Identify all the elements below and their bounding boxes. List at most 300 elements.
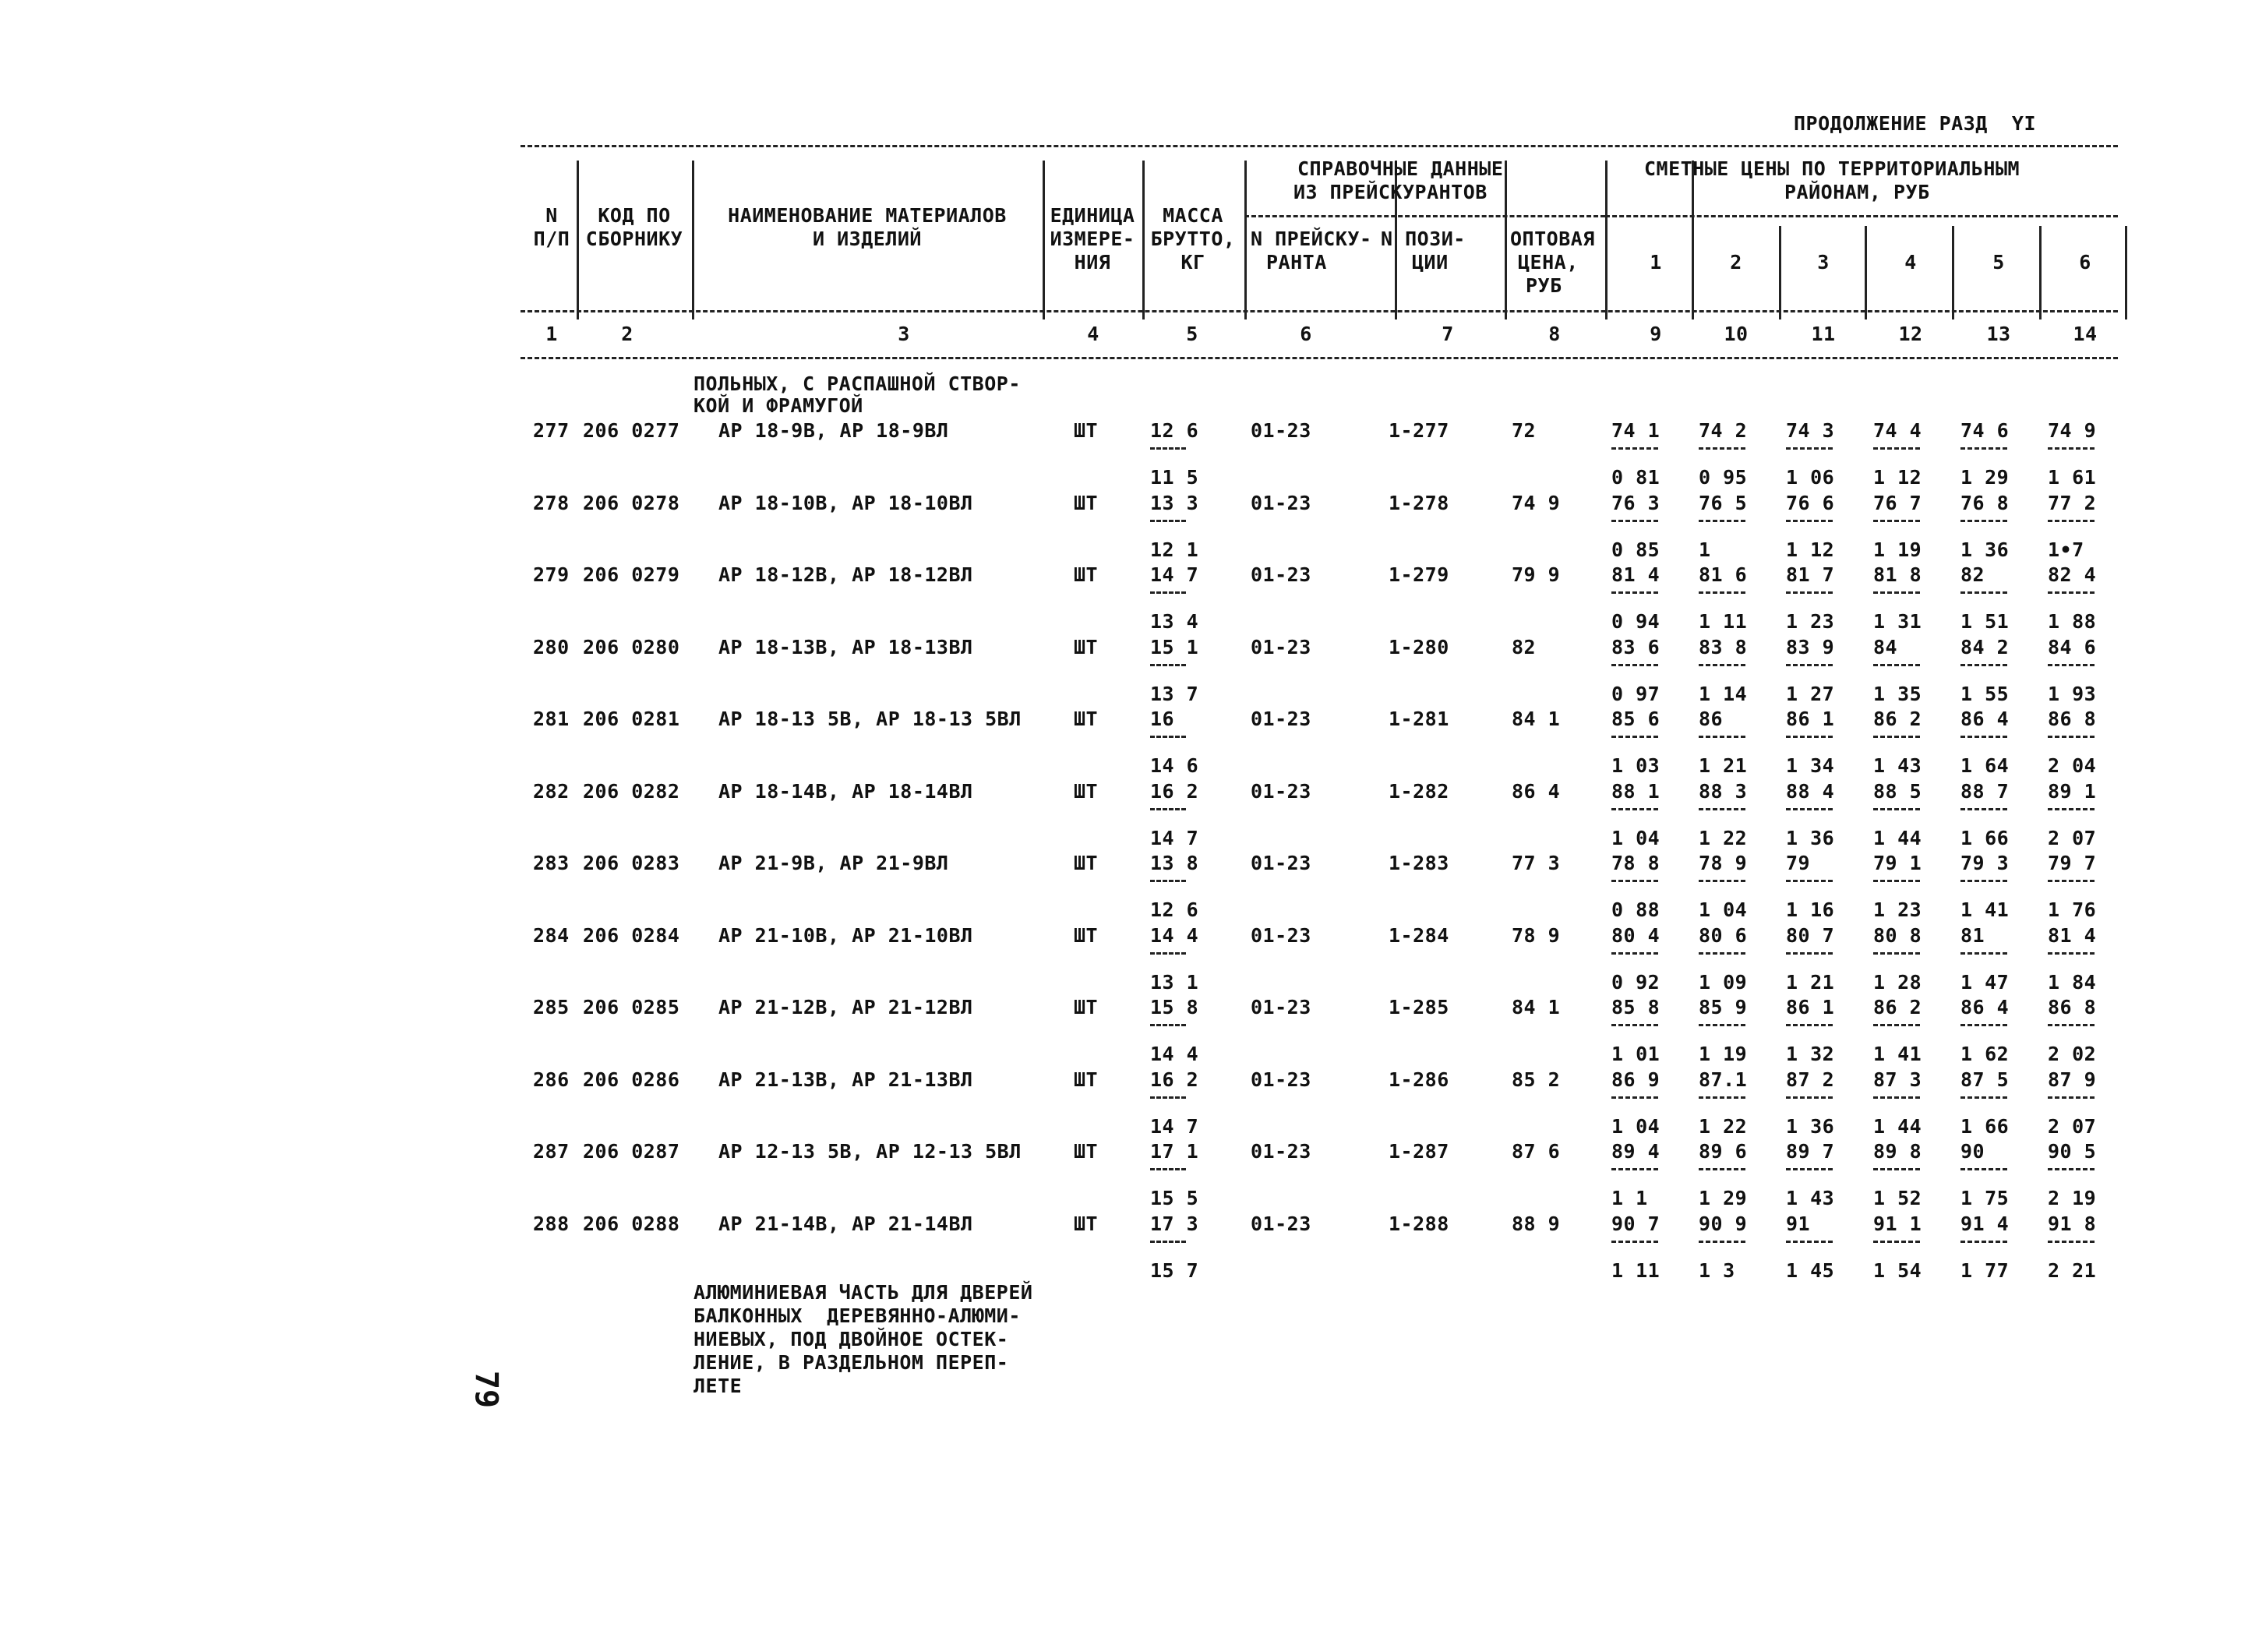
row-district-coef: 1 03 bbox=[1611, 754, 1660, 777]
group-description: НИЕВЫХ, ПОД ДВОЙНОЕ ОСТЕК- bbox=[693, 1328, 1009, 1350]
row-mass: 17 3 bbox=[1150, 1212, 1199, 1235]
row-name: АР 21-9В, АР 21-9ВЛ bbox=[718, 852, 949, 874]
row-district-price: 79 7 bbox=[2048, 852, 2097, 874]
row-mass: 17 1 bbox=[1150, 1140, 1199, 1163]
row-district-coef: 0 81 bbox=[1611, 466, 1660, 489]
row-unit: ШТ bbox=[1074, 923, 1099, 947]
row-pricelist: 01-23 bbox=[1251, 779, 1311, 803]
row-district-coef: 1 64 bbox=[1960, 754, 2010, 777]
header-mass: КГ bbox=[1180, 251, 1205, 274]
mass-fraction-line bbox=[1150, 1024, 1186, 1026]
district-fraction-line bbox=[1786, 736, 1833, 738]
row-district-price: 91 1 bbox=[1873, 1212, 1922, 1235]
row-district-coef: 1 47 bbox=[1960, 970, 2010, 994]
district-fraction-line bbox=[1611, 808, 1658, 810]
column-number: 7 bbox=[1442, 323, 1454, 345]
row-pricelist: 01-23 bbox=[1251, 708, 1311, 730]
row-district-coef: 1 04 bbox=[1611, 1114, 1660, 1138]
row-position: 1-279 bbox=[1389, 563, 1449, 586]
row-position: 1-283 bbox=[1389, 852, 1449, 874]
row-district-coef: 1 88 bbox=[2048, 610, 2097, 633]
row-mass-net: 13 4 bbox=[1150, 610, 1199, 633]
row-pricelist: 01-23 bbox=[1251, 563, 1311, 586]
district-fraction-line bbox=[1960, 447, 2007, 450]
row-district-coef: 1 29 bbox=[1960, 466, 2010, 489]
row-mass-net: 12 1 bbox=[1150, 538, 1199, 561]
row-district-price: 76 5 bbox=[1699, 491, 1748, 514]
header-name: И ИЗДЕЛИЙ bbox=[813, 228, 922, 250]
row-mass: 15 8 bbox=[1150, 996, 1199, 1018]
district-fraction-line bbox=[1699, 1241, 1745, 1243]
row-pricelist: 01-23 bbox=[1251, 419, 1311, 442]
column-divider bbox=[1605, 161, 1608, 319]
row-district-coef: 1 44 bbox=[1873, 826, 1922, 849]
header-name: НАИМЕНОВАНИЕ МАТЕРИАЛОВ bbox=[728, 204, 1007, 227]
row-code: 206 0287 bbox=[583, 1140, 680, 1163]
mass-fraction-line bbox=[1150, 520, 1186, 522]
row-district-coef: 1 76 bbox=[2048, 898, 2097, 921]
mass-fraction-line bbox=[1150, 736, 1186, 738]
district-fraction-line bbox=[1699, 1168, 1745, 1170]
district-fraction-line bbox=[1873, 447, 1920, 450]
row-number: 280 bbox=[533, 635, 570, 658]
row-district-price: 86 8 bbox=[2048, 708, 2097, 730]
row-unit: ШТ bbox=[1074, 491, 1099, 514]
row-mass: 15 1 bbox=[1150, 635, 1199, 658]
row-unit: ШТ bbox=[1074, 419, 1099, 442]
row-price: 78 9 bbox=[1512, 923, 1561, 947]
district-fraction-line bbox=[1786, 1241, 1833, 1243]
row-unit: ШТ bbox=[1074, 708, 1099, 730]
row-district-price: 85 8 bbox=[1611, 996, 1660, 1018]
district-fraction-line bbox=[1960, 664, 2007, 666]
header-bottom-rule bbox=[521, 310, 2118, 312]
row-name: АР 21-14В, АР 21-14ВЛ bbox=[718, 1212, 973, 1235]
row-district-coef: 1 52 bbox=[1873, 1187, 1922, 1209]
district-fraction-line bbox=[1873, 1241, 1920, 1243]
row-number: 285 bbox=[533, 996, 570, 1018]
district-fraction-line bbox=[2048, 1241, 2095, 1243]
row-district-price: 78 8 bbox=[1611, 852, 1660, 874]
district-fraction-line bbox=[1960, 1241, 2007, 1243]
district-fraction-line bbox=[2048, 952, 2095, 955]
row-name: АР 18-13 5В, АР 18-13 5ВЛ bbox=[718, 708, 1022, 730]
row-district-coef: 1 12 bbox=[1873, 466, 1922, 489]
row-district-price: 86 4 bbox=[1960, 708, 2010, 730]
row-number: 278 bbox=[533, 491, 570, 514]
column-number: 13 bbox=[1986, 323, 2011, 345]
mass-fraction-line bbox=[1150, 880, 1186, 882]
row-district-price: 90 5 bbox=[2048, 1140, 2097, 1163]
row-district-price: 91 bbox=[1786, 1212, 1811, 1235]
row-district-coef: 1 44 bbox=[1873, 1114, 1922, 1138]
row-district-price: 76 6 bbox=[1786, 491, 1835, 514]
row-number: 286 bbox=[533, 1068, 570, 1091]
row-district-price: 81 bbox=[1960, 923, 1985, 947]
column-number: 12 bbox=[1898, 323, 1923, 345]
row-unit: ШТ bbox=[1074, 1212, 1099, 1235]
row-name: АР 18-12В, АР 18-12ВЛ bbox=[718, 563, 973, 586]
header-position: N ПОЗИ- bbox=[1381, 228, 1466, 250]
row-district-price: 80 8 bbox=[1873, 923, 1922, 947]
row-district-price: 84 bbox=[1873, 635, 1898, 658]
district-fraction-line bbox=[1611, 736, 1658, 738]
header-unit: НИЯ bbox=[1074, 251, 1111, 274]
row-district-price: 86 1 bbox=[1786, 996, 1835, 1018]
row-district-price: 74 2 bbox=[1699, 419, 1748, 442]
row-mass: 14 4 bbox=[1150, 923, 1199, 947]
row-district-coef: 1 09 bbox=[1699, 970, 1748, 994]
row-district-coef: 1 11 bbox=[1699, 610, 1748, 633]
row-district-price: 81 8 bbox=[1873, 563, 1922, 586]
row-mass: 12 6 bbox=[1150, 419, 1199, 442]
mass-fraction-line bbox=[1150, 447, 1186, 450]
row-mass: 13 3 bbox=[1150, 491, 1199, 514]
row-mass-net: 15 5 bbox=[1150, 1187, 1199, 1209]
row-district-price: 86 8 bbox=[2048, 996, 2097, 1018]
group-description: АЛЮМИНИЕВАЯ ЧАСТЬ ДЛЯ ДВЕРЕЙ bbox=[693, 1281, 1033, 1304]
row-district-price: 89 8 bbox=[1873, 1140, 1922, 1163]
row-district-price: 86 2 bbox=[1873, 708, 1922, 730]
row-district-price: 86 4 bbox=[1960, 996, 2010, 1018]
row-price: 84 1 bbox=[1512, 708, 1561, 730]
row-district-coef: 1 43 bbox=[1786, 1187, 1835, 1209]
row-pricelist: 01-23 bbox=[1251, 852, 1311, 874]
district-fraction-line bbox=[1873, 808, 1920, 810]
district-fraction-line bbox=[2048, 1168, 2095, 1170]
row-district-price: 87 2 bbox=[1786, 1068, 1835, 1091]
row-district-coef: 1 77 bbox=[1960, 1258, 2010, 1282]
row-position: 1-284 bbox=[1389, 923, 1449, 947]
row-district-coef: 1 36 bbox=[1786, 1114, 1835, 1138]
row-district-coef: 1 41 bbox=[1960, 898, 2010, 921]
row-district-coef: 1 04 bbox=[1699, 898, 1748, 921]
row-district-coef: 1 21 bbox=[1699, 754, 1748, 777]
district-fraction-line bbox=[1873, 736, 1920, 738]
row-district-coef: 1 93 bbox=[2048, 682, 2097, 705]
column-number: 4 bbox=[1087, 323, 1099, 345]
district-fraction-line bbox=[2048, 664, 2095, 666]
row-district-coef: 2 19 bbox=[2048, 1187, 2097, 1209]
group-description: ЛЕНИЕ, В РАЗДЕЛЬНОМ ПЕРЕП- bbox=[693, 1351, 1009, 1374]
mass-fraction-line bbox=[1150, 1241, 1186, 1243]
row-district-price: 86 1 bbox=[1786, 708, 1835, 730]
row-pricelist: 01-23 bbox=[1251, 1068, 1311, 1091]
row-district-price: 83 6 bbox=[1611, 635, 1660, 658]
column-divider bbox=[692, 161, 694, 319]
row-code: 206 0288 bbox=[583, 1212, 680, 1235]
row-district-price: 89 7 bbox=[1786, 1140, 1835, 1163]
row-pricelist: 01-23 bbox=[1251, 491, 1311, 514]
row-district-coef: 1 43 bbox=[1873, 754, 1922, 777]
district-fraction-line bbox=[1960, 952, 2007, 955]
row-mass-net: 12 6 bbox=[1150, 898, 1199, 921]
row-mass-net: 14 7 bbox=[1150, 826, 1199, 849]
row-district-price: 74 4 bbox=[1873, 419, 1922, 442]
row-district-price: 81 7 bbox=[1786, 563, 1835, 586]
row-name: АР 18-13В, АР 18-13ВЛ bbox=[718, 635, 973, 658]
header-wholesale: ЦЕНА, bbox=[1518, 251, 1579, 274]
row-name: АР 21-12В, АР 21-12ВЛ bbox=[718, 996, 973, 1018]
row-pricelist: 01-23 bbox=[1251, 996, 1311, 1018]
row-district-price: 88 3 bbox=[1699, 779, 1748, 803]
mass-fraction-line bbox=[1150, 1096, 1186, 1099]
row-district-price: 90 7 bbox=[1611, 1212, 1660, 1235]
row-district-price: 88 7 bbox=[1960, 779, 2010, 803]
row-unit: ШТ bbox=[1074, 852, 1099, 874]
row-district-price: 88 5 bbox=[1873, 779, 1922, 803]
row-district-coef: 2 07 bbox=[2048, 826, 2097, 849]
row-code: 206 0278 bbox=[583, 491, 680, 514]
column-number: 6 bbox=[1300, 323, 1312, 345]
column-number: 3 bbox=[898, 323, 910, 345]
district-fraction-line bbox=[1611, 952, 1658, 955]
row-unit: ШТ bbox=[1074, 563, 1099, 586]
district-fraction-line bbox=[1960, 880, 2007, 882]
row-district-coef: 1 75 bbox=[1960, 1187, 2010, 1209]
row-district-coef: 1 84 bbox=[2048, 970, 2097, 994]
district-fraction-line bbox=[1873, 591, 1920, 594]
district-fraction-line bbox=[1960, 808, 2007, 810]
district-fraction-line bbox=[1873, 1024, 1920, 1026]
row-district-price: 80 4 bbox=[1611, 923, 1660, 947]
row-district-price: 77 2 bbox=[2048, 491, 2097, 514]
column-number: 10 bbox=[1724, 323, 1749, 345]
header-unit: ЕДИНИЦА bbox=[1050, 204, 1135, 227]
header-wholesale: РУБ bbox=[1526, 274, 1562, 297]
row-district-price: 74 1 bbox=[1611, 419, 1660, 442]
row-district-coef: 1 34 bbox=[1786, 754, 1835, 777]
section-title: ПРОДОЛЖЕНИЕ РАЗД YI bbox=[1794, 112, 2037, 135]
row-name: АР 12-13 5В, АР 12-13 5ВЛ bbox=[718, 1140, 1022, 1163]
header-wholesale: ОПТОВАЯ bbox=[1510, 228, 1595, 250]
row-position: 1-280 bbox=[1389, 635, 1449, 658]
group-description: ПОЛЬНЫХ, С РАСПАШНОЙ СТВОР- bbox=[693, 372, 1021, 395]
header-est-group: СМЕТНЫЕ ЦЕНЫ ПО ТЕРРИТОРИАЛЬНЫМ bbox=[1644, 157, 2020, 180]
district-fraction-line bbox=[1960, 1024, 2007, 1026]
row-district-coef: 0 88 bbox=[1611, 898, 1660, 921]
row-unit: ШТ bbox=[1074, 996, 1099, 1018]
table-top-rule bbox=[521, 145, 2118, 147]
row-mass: 16 2 bbox=[1150, 1068, 1199, 1091]
row-unit: ШТ bbox=[1074, 779, 1099, 803]
header-district: 6 bbox=[2079, 251, 2091, 274]
row-district-price: 82 4 bbox=[2048, 563, 2097, 586]
row-code: 206 0279 bbox=[583, 563, 680, 586]
district-fraction-line bbox=[1873, 664, 1920, 666]
row-district-price: 79 1 bbox=[1873, 852, 1922, 874]
row-mass: 16 bbox=[1150, 708, 1175, 730]
row-district-coef: 0 85 bbox=[1611, 538, 1660, 561]
row-number: 277 bbox=[533, 419, 570, 442]
mass-fraction-line bbox=[1150, 591, 1186, 594]
row-district-price: 74 3 bbox=[1786, 419, 1835, 442]
row-number: 282 bbox=[533, 779, 570, 803]
district-fraction-line bbox=[1699, 880, 1745, 882]
row-district-price: 86 bbox=[1699, 708, 1724, 730]
row-position: 1-285 bbox=[1389, 996, 1449, 1018]
row-district-coef: 1 36 bbox=[1786, 826, 1835, 849]
row-district-price: 84 6 bbox=[2048, 635, 2097, 658]
row-district-coef: 1 66 bbox=[1960, 1114, 2010, 1138]
district-fraction-line bbox=[1699, 1024, 1745, 1026]
row-price: 86 4 bbox=[1512, 779, 1561, 803]
district-fraction-line bbox=[2048, 808, 2095, 810]
district-fraction-line bbox=[1611, 1241, 1658, 1243]
column-divider bbox=[1692, 161, 1694, 319]
row-district-price: 82 bbox=[1960, 563, 1985, 586]
district-fraction-line bbox=[1611, 1024, 1658, 1026]
row-price: 82 bbox=[1512, 635, 1537, 658]
district-fraction-line bbox=[2048, 520, 2095, 522]
district-fraction-line bbox=[1873, 952, 1920, 955]
district-fraction-line bbox=[1611, 1096, 1658, 1099]
row-district-coef: 1 01 bbox=[1611, 1043, 1660, 1065]
row-mass-net: 11 5 bbox=[1150, 466, 1199, 489]
row-district-coef: 1 22 bbox=[1699, 1114, 1748, 1138]
row-district-price: 86 9 bbox=[1611, 1068, 1660, 1091]
header-code: СБОРНИКУ bbox=[585, 228, 683, 250]
group-description: БАЛКОННЫХ ДЕРЕВЯННО-АЛЮМИ- bbox=[693, 1304, 1021, 1327]
row-code: 206 0277 bbox=[583, 419, 680, 442]
row-code: 206 0282 bbox=[583, 779, 680, 803]
row-district-coef: 1 54 bbox=[1873, 1258, 1922, 1282]
row-district-coef: 1 14 bbox=[1699, 682, 1748, 705]
row-number: 281 bbox=[533, 708, 570, 730]
row-name: АР 18-9В, АР 18-9ВЛ bbox=[718, 419, 949, 442]
row-mass-net: 13 1 bbox=[1150, 970, 1199, 994]
header-mass: БРУТТО, bbox=[1150, 228, 1236, 250]
row-district-coef: 1 16 bbox=[1786, 898, 1835, 921]
row-price: 77 3 bbox=[1512, 852, 1561, 874]
district-fraction-line bbox=[1786, 952, 1833, 955]
district-fraction-line bbox=[1786, 664, 1833, 666]
row-district-price: 81 4 bbox=[1611, 563, 1660, 586]
row-district-price: 74 6 bbox=[1960, 419, 2010, 442]
row-district-coef: 2 04 bbox=[2048, 754, 2097, 777]
column-divider bbox=[1952, 226, 1954, 319]
header-pricelist: N ПРЕЙСКУ- bbox=[1251, 228, 1372, 250]
row-district-price: 76 7 bbox=[1873, 491, 1922, 514]
row-district-price: 83 8 bbox=[1699, 635, 1748, 658]
row-position: 1-288 bbox=[1389, 1212, 1449, 1235]
row-mass-net: 13 7 bbox=[1150, 682, 1199, 705]
row-district-price: 88 1 bbox=[1611, 779, 1660, 803]
column-divider bbox=[2039, 226, 2042, 319]
row-district-coef: 0 94 bbox=[1611, 610, 1660, 633]
group-description: ЛЕТЕ bbox=[693, 1375, 743, 1397]
row-district-coef: 1•7 bbox=[2048, 538, 2084, 561]
header-ref-group: СПРАВОЧНЫЕ ДАННЫЕ bbox=[1297, 157, 1504, 180]
column-number: 11 bbox=[1811, 323, 1836, 345]
row-district-coef: 1 1 bbox=[1611, 1187, 1648, 1209]
row-district-price: 91 8 bbox=[2048, 1212, 2097, 1235]
header-ref-group: ИЗ ПРЕЙСКУРАНТОВ bbox=[1293, 181, 1488, 203]
district-fraction-line bbox=[1699, 520, 1745, 522]
row-district-coef: 1 28 bbox=[1873, 970, 1922, 994]
row-name: АР 18-14В, АР 18-14ВЛ bbox=[718, 779, 973, 803]
row-district-price: 86 2 bbox=[1873, 996, 1922, 1018]
header-district: 4 bbox=[1904, 251, 1917, 274]
district-fraction-line bbox=[1611, 880, 1658, 882]
header-np: N bbox=[545, 204, 558, 227]
district-fraction-line bbox=[2048, 1024, 2095, 1026]
row-district-coef: 1 61 bbox=[2048, 466, 2097, 489]
row-price: 87 6 bbox=[1512, 1140, 1561, 1163]
row-district-coef: 1 22 bbox=[1699, 826, 1748, 849]
row-district-price: 84 2 bbox=[1960, 635, 2010, 658]
column-number: 5 bbox=[1186, 323, 1198, 345]
row-position: 1-287 bbox=[1389, 1140, 1449, 1163]
column-number: 8 bbox=[1548, 323, 1561, 345]
header-np: П/П bbox=[533, 228, 570, 250]
district-fraction-line bbox=[1786, 520, 1833, 522]
row-pricelist: 01-23 bbox=[1251, 923, 1311, 947]
district-fraction-line bbox=[1699, 736, 1745, 738]
row-district-price: 90 9 bbox=[1699, 1212, 1748, 1235]
column-number: 2 bbox=[621, 323, 633, 345]
header-district: 5 bbox=[1992, 251, 2005, 274]
row-number: 288 bbox=[533, 1212, 570, 1235]
row-pricelist: 01-23 bbox=[1251, 1140, 1311, 1163]
row-district-coef: 1 12 bbox=[1786, 538, 1835, 561]
row-number: 279 bbox=[533, 563, 570, 586]
row-number: 283 bbox=[533, 852, 570, 874]
row-district-price: 83 9 bbox=[1786, 635, 1835, 658]
row-code: 206 0285 bbox=[583, 996, 680, 1018]
row-district-coef: 0 95 bbox=[1699, 466, 1748, 489]
district-fraction-line bbox=[2048, 447, 2095, 450]
est-group-rule bbox=[1605, 215, 2118, 217]
mass-fraction-line bbox=[1150, 808, 1186, 810]
district-fraction-line bbox=[1699, 952, 1745, 955]
table-header-end-rule bbox=[521, 357, 2118, 359]
district-fraction-line bbox=[2048, 1096, 2095, 1099]
header-code: КОД ПО bbox=[598, 204, 671, 227]
column-number: 14 bbox=[2073, 323, 2098, 345]
column-divider bbox=[2125, 226, 2127, 319]
row-district-coef: 1 06 bbox=[1786, 466, 1835, 489]
row-district-coef: 1 3 bbox=[1699, 1258, 1735, 1282]
district-fraction-line bbox=[1960, 591, 2007, 594]
district-fraction-line bbox=[1960, 1168, 2007, 1170]
row-district-coef: 2 07 bbox=[2048, 1114, 2097, 1138]
district-fraction-line bbox=[1786, 808, 1833, 810]
page-number: 79 bbox=[468, 1370, 505, 1409]
district-fraction-line bbox=[2048, 591, 2095, 594]
row-district-price: 88 4 bbox=[1786, 779, 1835, 803]
column-divider bbox=[1779, 226, 1781, 319]
row-district-price: 91 4 bbox=[1960, 1212, 2010, 1235]
district-fraction-line bbox=[1873, 1096, 1920, 1099]
row-mass-net: 14 7 bbox=[1150, 1114, 1199, 1138]
row-district-coef: 1 51 bbox=[1960, 610, 2010, 633]
district-fraction-line bbox=[1960, 520, 2007, 522]
row-district-coef: 1 31 bbox=[1873, 610, 1922, 633]
row-district-price: 76 8 bbox=[1960, 491, 2010, 514]
district-fraction-line bbox=[1611, 447, 1658, 450]
column-divider bbox=[1244, 161, 1247, 319]
header-district: 3 bbox=[1817, 251, 1830, 274]
row-district-coef: 2 02 bbox=[2048, 1043, 2097, 1065]
row-district-price: 87 5 bbox=[1960, 1068, 2010, 1091]
district-fraction-line bbox=[1611, 591, 1658, 594]
row-district-coef: 1 19 bbox=[1699, 1043, 1748, 1065]
mass-fraction-line bbox=[1150, 664, 1186, 666]
row-district-price: 87 9 bbox=[2048, 1068, 2097, 1091]
row-district-price: 81 4 bbox=[2048, 923, 2097, 947]
row-district-price: 89 4 bbox=[1611, 1140, 1660, 1163]
